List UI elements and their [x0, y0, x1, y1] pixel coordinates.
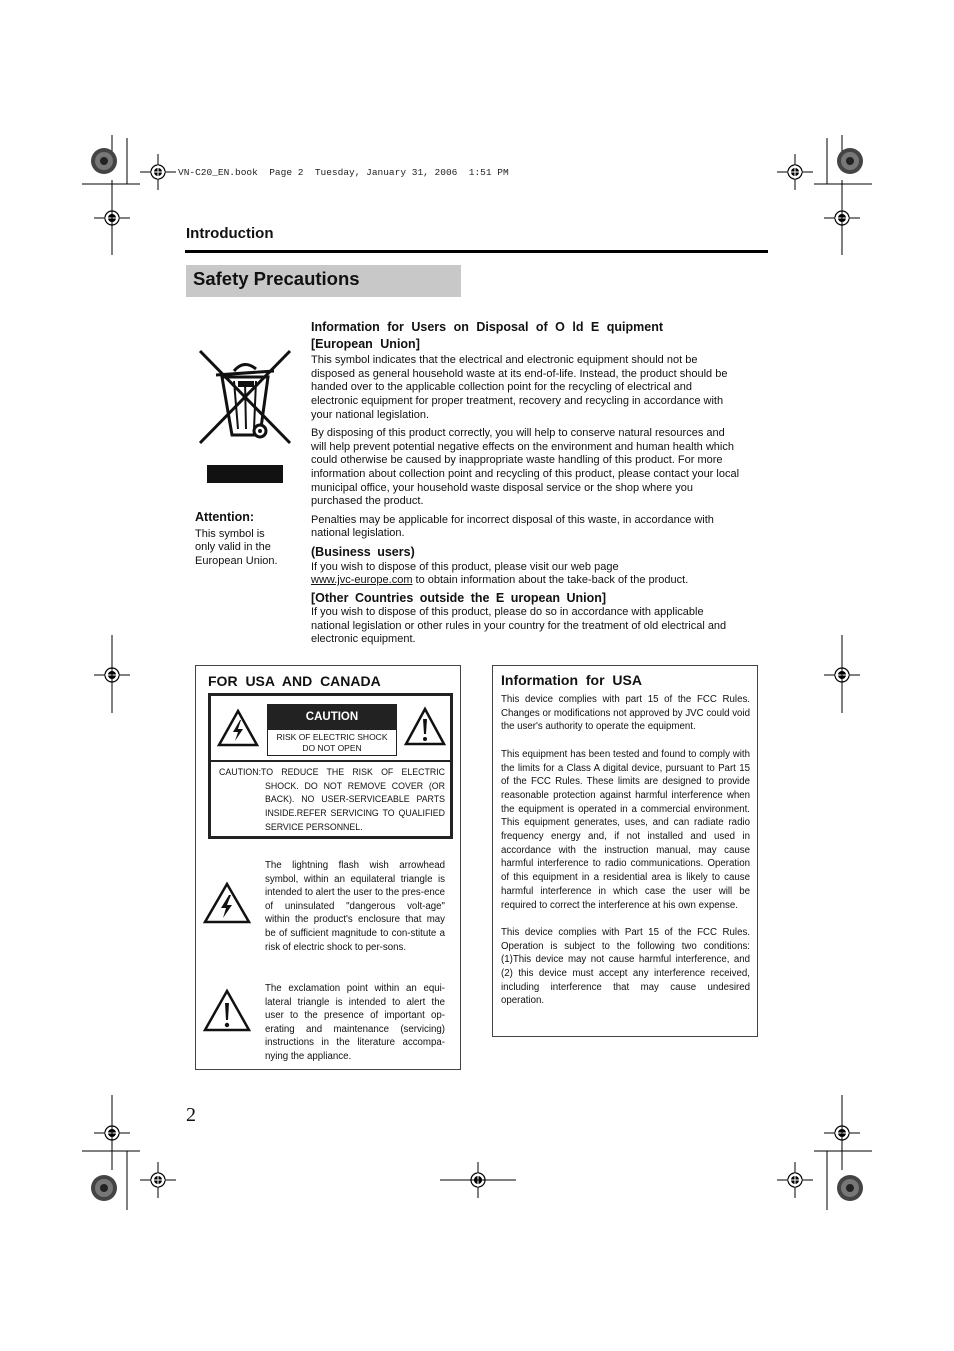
- file-info-line: VN-C20_EN.book Page 2 Tuesday, January 31, 2006 1:51 PM: [178, 167, 509, 178]
- risk-of-shock-text: [268, 732, 396, 754]
- usa-canada-title: FOR USA AND CANADA: [208, 673, 381, 689]
- risk-line-2: DO NOT OPEN: [302, 743, 362, 753]
- lightning-triangle-icon: [216, 708, 260, 748]
- fcc-paragraph-3: This device complies with Part 15 of the FCC Rules. Operation is subject to the following two conditions: (1)This device may not cause harmful interference, and (2) this device must accept any interference received, including interference that may cause undesired operation.: [501, 926, 750, 1007]
- other-countries-heading: [Other Countries outside the E uropean Union]: [311, 590, 607, 605]
- lightning-explanation: The lightning flash wish arrowhead symbol, within an equilateral triangle is intended to alert the user to the pres-ence of uninsulated "dangerous volt-age" within the product's enclosure that may be of sufficient magnitude to con-stitute a risk of electric shock to per-sons.: [265, 860, 445, 953]
- business-text-1: If you wish to dispose of this product, please visit our web page: [311, 560, 619, 573]
- page-title: Safety Precautions: [193, 268, 360, 289]
- eu-heading-line2: [European Union]: [311, 336, 420, 351]
- other-countries-text: If you wish to dispose of this product, please do so in accordance with applicable national legislation or other rules in your country for the treatment of old electrical and electronic equipment.: [311, 606, 727, 646]
- caution-label: CAUTION: [268, 705, 396, 730]
- exclamation-triangle-icon: [403, 706, 447, 748]
- eu-paragraph-3: Penalties may be applicable for incorrect disposal of this waste, in accordance with national legislation.: [311, 513, 714, 540]
- usa-canada-box: [195, 665, 461, 1070]
- caution-rest: SHOCK. DO NOT REMOVE COVER (OR BACK). NO USER-SERVICEABLE PARTS INSIDE.REFER SERVICING TO QUALIFIED SERVICE PERSONNEL.: [265, 780, 445, 832]
- attention-text: This symbol is only valid in the European Union.: [195, 527, 278, 567]
- weee-bin-icon: [194, 345, 294, 485]
- fcc-paragraph-2: This equipment has been tested and found to comply with the limits for a Class A digital device, pursuant to Part 15 of the FCC Rules. These limits are designed to provide reasonable protection against harmful interference when the equipment is operated in a commercial environment. This equipment generates, uses, and can radiate radio frequency energy and, if not installed and used in accordance with the instruction manual, may cause harmful interference to radio communications. Operation of this equipment in a residential area is likely to cause harmful interference in which case the user will be required to correct the interference at his own expense.: [501, 748, 750, 911]
- eu-paragraph-2: By disposing of this product correctly, you will help to conserve natural resources and will help prevent potential negative effects on the environment and human health which could otherwise be caused by inappropriate waste handling of this product. For more information about collection point and recycling of this product, please contact your local municipal office, your household waste disposal service or the shop where you purchased the product.: [311, 427, 740, 508]
- caution-label-box: [267, 704, 397, 756]
- business-paragraph: [311, 561, 741, 588]
- business-text-2: to obtain information about the take-back of the product.: [412, 574, 689, 587]
- risk-line-1: RISK OF ELECTRIC SHOCK: [276, 732, 388, 742]
- business-heading: (Business users): [311, 544, 415, 559]
- page-number: 2: [186, 1104, 196, 1126]
- fcc-title: Information for USA: [501, 672, 642, 688]
- fcc-paragraph-1: This device complies with part 15 of the FCC Rules. Changes or modifications not approved by JVC could void the user's authority to operate the equipment.: [501, 694, 750, 733]
- caution-warning-text: [219, 766, 445, 835]
- jvc-europe-link[interactable]: www.jvc-europe.com: [311, 574, 413, 587]
- fcc-info-box: [492, 665, 758, 1037]
- attention-heading: Attention:: [195, 510, 255, 524]
- section-label: Introduction: [186, 225, 274, 242]
- caution-panel: [208, 693, 453, 839]
- attention-note: [195, 511, 285, 568]
- fcc-body: [501, 693, 750, 1022]
- caution-first-line: CAUTION:TO REDUCE THE RISK OF ELECTRIC: [219, 767, 445, 777]
- header-rule: [185, 250, 768, 253]
- caution-panel-top: [211, 696, 450, 762]
- lightning-symbol-icon: [202, 881, 252, 925]
- title-box: [186, 265, 461, 297]
- exclamation-explanation: The exclamation point within an equi-lateral triangle is intended to alert the user to the presence of important op-erating and maintenance (servicing) instructions in the literature accompa-nying the appliance.: [265, 983, 445, 1062]
- exclamation-symbol-icon: [202, 988, 252, 1034]
- eu-disposal-section: [311, 321, 741, 652]
- eu-paragraph-1: This symbol indicates that the electrical and electronic equipment should not be disposed as general household waste at its end-of-life. Instead, the product should be handed over to the applicable collection point for the recycling of electrical and electronic equipment for proper treatment, recovery and recycling in accordance with your national legislation.: [311, 354, 728, 421]
- eu-heading-line1: Information for Users on Disposal of O ld E quipment: [311, 320, 663, 334]
